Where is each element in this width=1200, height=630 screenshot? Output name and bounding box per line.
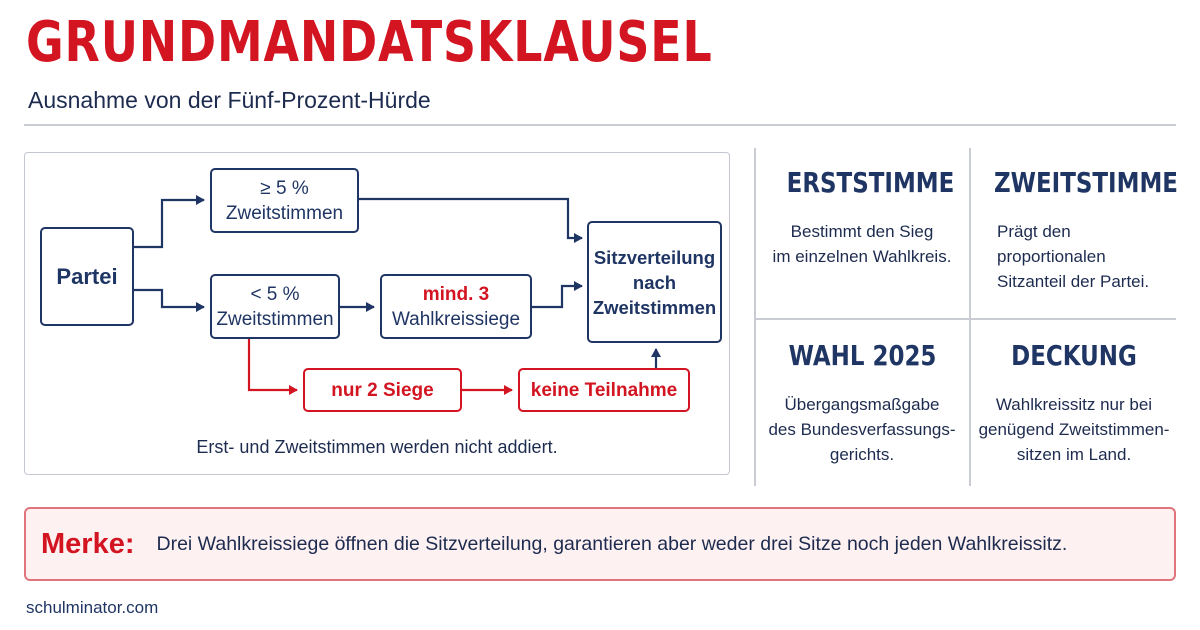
below-threshold-line1: < 5 % bbox=[250, 283, 300, 305]
two-wins-node bbox=[303, 368, 462, 412]
seat-distribution-line2: nach bbox=[632, 271, 677, 293]
min-wins-line1: mind. 3 bbox=[422, 283, 490, 305]
remember-box bbox=[24, 507, 1176, 581]
min-wins-node bbox=[380, 274, 532, 339]
no-participation-node bbox=[518, 368, 690, 412]
party-node bbox=[40, 227, 134, 326]
grid-divider-horizontal bbox=[754, 318, 1176, 320]
above-threshold-line1: ≥ 5 % bbox=[260, 177, 309, 199]
header-divider bbox=[24, 124, 1176, 126]
above-threshold-line2: Zweitstimmen bbox=[225, 202, 344, 224]
seat-distribution-node bbox=[587, 221, 722, 343]
wahl-2025-text: Übergangsmaßgabe des Bundesverfassungs- gerichts. bbox=[768, 395, 956, 464]
erststimme-heading: ERSTSTIMME bbox=[786, 166, 955, 199]
party-label: Partei bbox=[56, 264, 118, 289]
min-wins-line2: Wahlkreissiege bbox=[391, 308, 521, 330]
seat-distribution-line3: Zweitstimmen bbox=[592, 296, 717, 318]
footer-source: schulminator.com bbox=[26, 598, 159, 617]
zweitstimme-text: Prägt den proportionalen Sitzanteil der Partei. bbox=[997, 222, 1150, 291]
deckung-heading: DECKUNG bbox=[1011, 339, 1137, 372]
diagram-note: Erst- und Zweitstimmen werden nicht addiert. bbox=[196, 437, 558, 457]
two-wins-label: nur 2 Siege bbox=[331, 379, 434, 401]
page-title: GRUNDMANDATSKLAUSEL bbox=[26, 10, 713, 75]
erststimme-text: Bestimmt den Sieg im einzelnen Wahlkreis. bbox=[772, 222, 952, 266]
page-subtitle: Ausnahme von der Fünf-Prozent-Hürde bbox=[28, 87, 431, 113]
below-threshold-line2: Zweitstimmen bbox=[216, 308, 334, 330]
wahl-2025-heading: WAHL 2025 bbox=[788, 339, 937, 372]
below-threshold-node bbox=[210, 274, 340, 339]
grid-divider-left bbox=[754, 148, 756, 486]
remember-label: Merke: bbox=[41, 527, 135, 560]
zweitstimme-heading: ZWEITSTIMME bbox=[994, 166, 1178, 199]
seat-distribution-line1: Sitzverteilung bbox=[593, 246, 716, 268]
above-threshold-node bbox=[210, 168, 359, 233]
no-participation-label: keine Teilnahme bbox=[530, 379, 678, 401]
deckung-text: Wahlkreissitz nur bei genügend Zweitstimmen- sitzen im Land. bbox=[978, 395, 1170, 464]
grid-divider-middle bbox=[969, 148, 971, 486]
remember-text: Drei Wahlkreissiege öffnen die Sitzverteilung, garantieren aber weder drei Sitze noch jeden Wahlkreissitz. bbox=[156, 532, 1068, 555]
